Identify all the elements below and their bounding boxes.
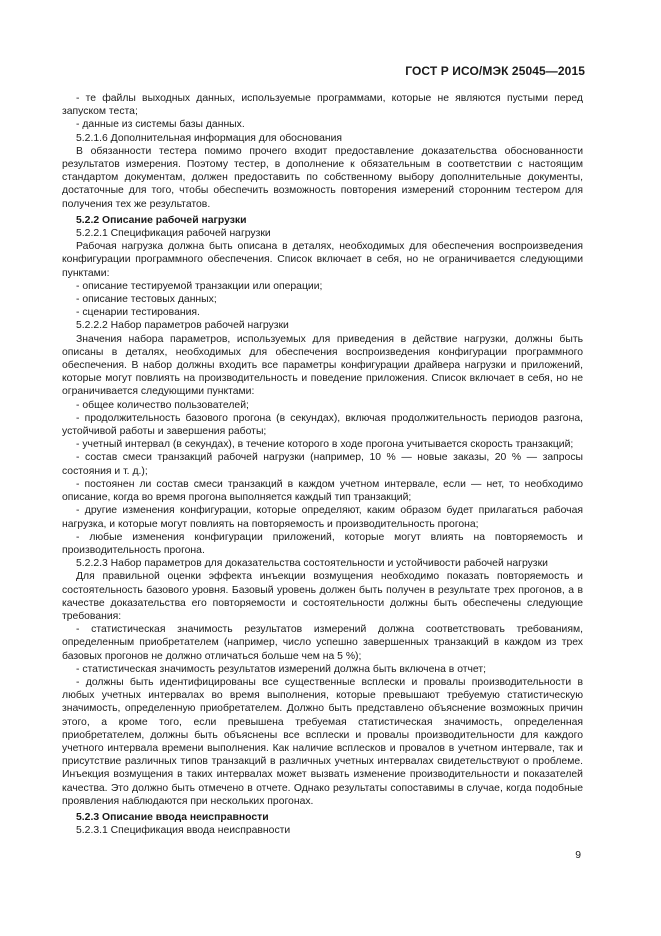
paragraph: - состав смеси транзакций рабочей нагрузки (например, 10 % — новые заказы, 20 % — запросы состояния и т. д.); — [62, 452, 583, 477]
paragraph: 5.2.3.1 Спецификация ввода неисправности — [76, 825, 291, 837]
paragraph: - те файлы выходных данных, используемые программами, которые не являются пустыми перед запуском теста; — [62, 93, 583, 118]
document-body — [62, 92, 583, 837]
paragraph: 5.2.2.1 Спецификация рабочей нагрузки — [76, 228, 271, 240]
document-header: ГОСТ Р ИСО/МЭК 25045—2015 — [405, 64, 585, 78]
paragraph: - описание тестовых данных; — [76, 294, 217, 306]
paragraph: Для правильной оценки эффекта инъекции возмущения необходимо показать повторяемость и состоятельность базового уровня. Базовый уровень должен быть получен в результате трех прогонов, а в качестве доказательства его повторяемости и состоятельности должны быть обеспечены следующие требования: — [62, 571, 583, 622]
paragraph: - любые изменения конфигурации приложений, которые могут влиять на повторяемость и производительность прогона. — [62, 531, 583, 556]
paragraph: В обязанности тестера помимо прочего входит предоставление доказательства обоснованности результатов измерения. Поэтому тестер, в дополнение к обязательным в соответствии с настоящим стандартом документам, должен предоставить по собственному выбору дополнительные документы, достаточные для того, чтобы обеспечить возможность повторения измерений сторонним тестером для получения тех же результатов. — [62, 145, 583, 210]
paragraph: Рабочая нагрузка должна быть описана в деталях, необходимых для обеспечения воспроизведения конфигурации программного обеспечения. Список включает в себя, но не ограничивается следующими пунктами: — [62, 241, 583, 279]
paragraph: 5.2.1.6 Дополнительная информация для обоснования — [76, 132, 343, 144]
paragraph: - учетный интервал (в секундах), в течение которого в ходе прогона учитывается скорость транзакций; — [76, 439, 574, 451]
section-heading: 5.2.2 Описание рабочей нагрузки — [76, 214, 247, 226]
section-heading: 5.2.3 Описание ввода неисправности — [76, 811, 269, 823]
paragraph: - должны быть идентифицированы все существенные всплески и провалы производительности в любых учетных интервалах во время выполнения, которые превышают требуемую статистическую значимость, определенную приобретателем. Должно быть представлено объяснение возможных причин этого, а кроме того, если превышена требуемая статистическая значимость, определенная приобретателем, должны быть объяснены все всплески и провалы производительности для каждого учетного интервала времени выполнения. Как наличие всплесков и провалов в учетном интервале, так и присутствие различных типов транзакций в различных учетных интервалах свидетельствуют о проблеме. Инъекция возмущения в таких интервалах может вызвать изменение производительности и показателей качества. Это должно быть отмечено в отчете. Однако результаты сопоставимы в случае, когда подобные проявления наблюдаются при нескольких прогонах. — [62, 676, 583, 807]
paragraph: - описание тестируемой транзакции или операции; — [76, 280, 323, 292]
paragraph: - сценарии тестирования. — [76, 307, 200, 319]
paragraph: 5.2.2.3 Набор параметров для доказательства состоятельности и устойчивости рабочей нагрузки — [76, 558, 548, 570]
paragraph: - статистическая значимость результатов измерений должна соответствовать требованиям, определенным приобретателем (например, число успешно завершенных транзакций в каждом из трех базовых прогонов не должно отличаться больше чем на 5 %); — [62, 624, 583, 662]
paragraph: - данные из системы базы данных. — [76, 119, 245, 131]
paragraph: - статистическая значимость результатов измерений должна быть включена в отчет; — [76, 663, 486, 675]
paragraph: - другие изменения конфигурации, которые определяют, каким образом будет прилагаться рабочая нагрузка, и которые могут повлиять на повторяемость и производительность прогона; — [62, 505, 583, 530]
page-number: 9 — [575, 850, 581, 861]
paragraph: 5.2.2.2 Набор параметров рабочей нагрузки — [76, 320, 289, 332]
paragraph: - постоянен ли состав смеси транзакций в каждом учетном интервале, если — нет, то необходимо описание, когда во время прогона выполняется каждый тип транзакций; — [62, 478, 583, 504]
paragraph: - продолжительность базового прогона (в секундах), включая продолжительность периодов разгона, устойчивой работы и завершения работы; — [62, 412, 583, 438]
paragraph: - общее количество пользователей; — [76, 399, 249, 411]
paragraph: Значения набора параметров, используемых для приведения в действие нагрузки, должны быть описаны в деталях, необходимых для обеспечения воспроизведения конфигурации программного обеспечения. В набор должны входить все параметры конфигурации драйвера нагрузки и приложений, которые могут повлиять на производительность и поведение приложения. Список включает в себя, но не ограничивается следующими пунктами: — [62, 333, 583, 398]
